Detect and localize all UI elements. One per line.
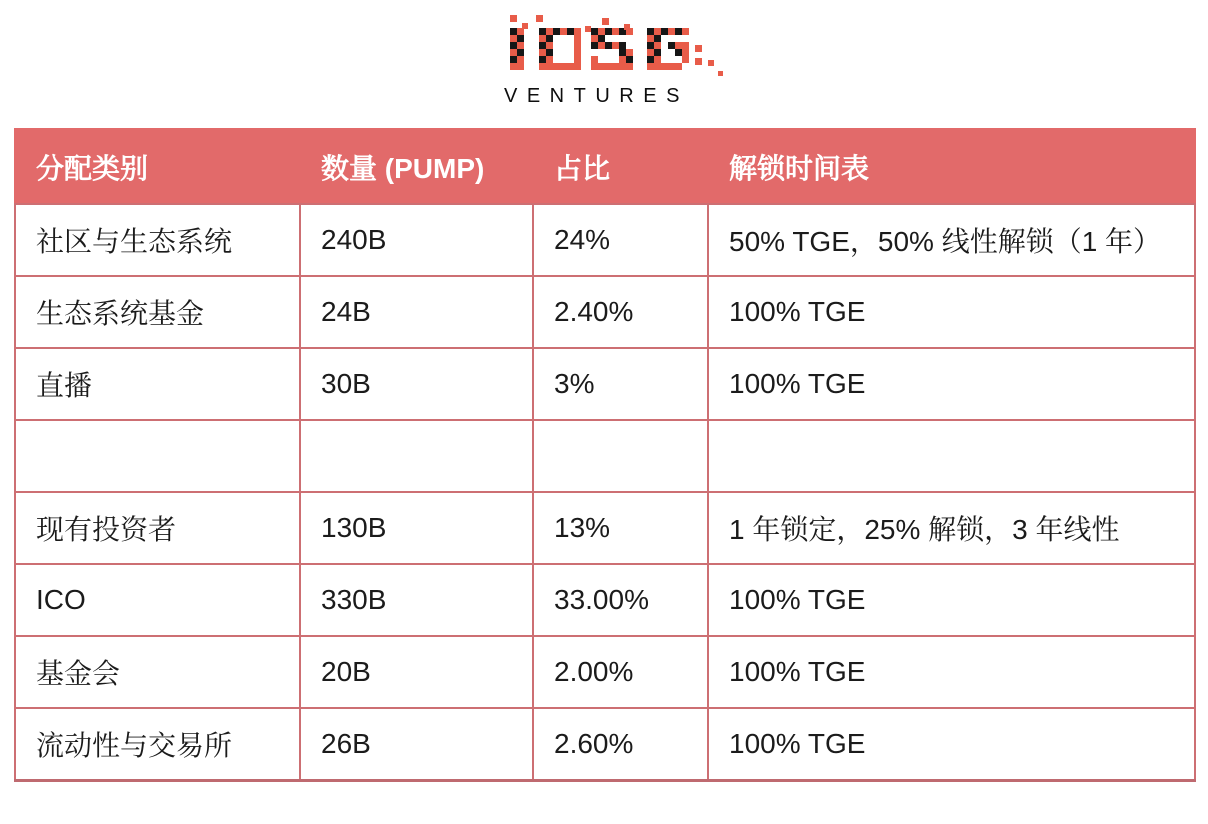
table-cell: 130B [300, 492, 533, 564]
table-cell: 30B [300, 348, 533, 420]
table-cell: 直播 [15, 348, 300, 420]
table-cell: 100% TGE [708, 564, 1195, 636]
header-cell-3: 解锁时间表 [708, 129, 1195, 204]
table-cell: 3% [533, 348, 708, 420]
table-cell: 社区与生态系统 [15, 204, 300, 276]
table-cell: 生态系统基金 [15, 276, 300, 348]
table-row [15, 204, 1195, 276]
table-cell: 24B [300, 276, 533, 348]
logo-ventures-text: VENTURES [504, 85, 689, 107]
iosg-pixel-logo [505, 8, 733, 86]
table-cell: 100% TGE [708, 708, 1195, 780]
table-cell [15, 420, 300, 492]
table-cell: 流动性与交易所 [15, 708, 300, 780]
table-cell [708, 420, 1195, 492]
table-cell: 26B [300, 708, 533, 780]
table-cell: 50% TGE，50% 线性解锁（1 年） [708, 204, 1195, 276]
table-cell [300, 420, 533, 492]
table-row [15, 636, 1195, 708]
table-cell: 13% [533, 492, 708, 564]
header-cell-0: 分配类别 [15, 129, 300, 204]
table-cell: 24% [533, 204, 708, 276]
table-row [15, 348, 1195, 420]
table-cell: 20B [300, 636, 533, 708]
header-cell-2: 占比 [533, 129, 708, 204]
table-row [15, 492, 1195, 564]
table-row [15, 708, 1195, 780]
table-cell [533, 420, 708, 492]
table-cell: 330B [300, 564, 533, 636]
iosg-logo [0, 0, 1208, 124]
table-cell: 2.40% [533, 276, 708, 348]
table-row [15, 420, 1195, 492]
table-header-row [15, 129, 1195, 204]
table-row [15, 564, 1195, 636]
table-row [15, 276, 1195, 348]
table-cell: 2.60% [533, 708, 708, 780]
table-cell: 基金会 [15, 636, 300, 708]
table-cell: 33.00% [533, 564, 708, 636]
header-cell-1: 数量 (PUMP) [300, 129, 533, 204]
table-cell: 240B [300, 204, 533, 276]
table-cell: 100% TGE [708, 636, 1195, 708]
table-cell: 100% TGE [708, 348, 1195, 420]
table-cell: ICO [15, 564, 300, 636]
allocation-table [14, 128, 1196, 782]
table-cell: 2.00% [533, 636, 708, 708]
table-cell: 1 年锁定，25% 解锁，3 年线性 [708, 492, 1195, 564]
table-cell: 现有投资者 [15, 492, 300, 564]
table-cell: 100% TGE [708, 276, 1195, 348]
